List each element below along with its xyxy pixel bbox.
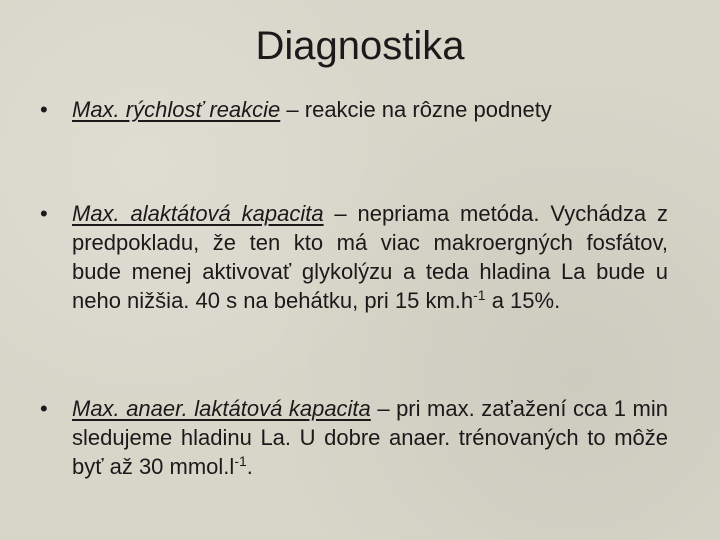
bullet-text: – nepriama metóda. Vychádza z predpokladu, že ten kto má viac makroergných fosfátov, bude menej aktivovať glykolýzu a teda hladina La bude u neho nižšia. 40 s na behátku, pri 15 km.h bbox=[72, 201, 668, 313]
bullet-term: Max. alaktátová kapacita bbox=[72, 201, 324, 226]
superscript: -1 bbox=[234, 453, 247, 469]
bullet-text-end: a 15%. bbox=[485, 288, 561, 313]
bullet-item-alactic-capacity bbox=[40, 199, 668, 315]
slide-title: Diagnostika bbox=[255, 24, 465, 68]
superscript: -1 bbox=[473, 287, 486, 303]
bullet-term: Max. anaer. laktátová kapacita bbox=[72, 396, 371, 421]
bullet-text: – pri max. zaťažení cca 1 min sledujeme hladinu La. U dobre anaer. trénovaných to môže byť až 30 mmol.l bbox=[72, 396, 668, 479]
bullet-text: – reakcie na rôzne podnety bbox=[280, 97, 552, 122]
bullet-item-reaction-speed bbox=[40, 95, 668, 124]
bullet-item-lactic-capacity bbox=[40, 394, 668, 481]
bullet-text-end: . bbox=[246, 454, 253, 479]
bullet-term: Max. rýchlosť reakcie bbox=[72, 97, 281, 122]
